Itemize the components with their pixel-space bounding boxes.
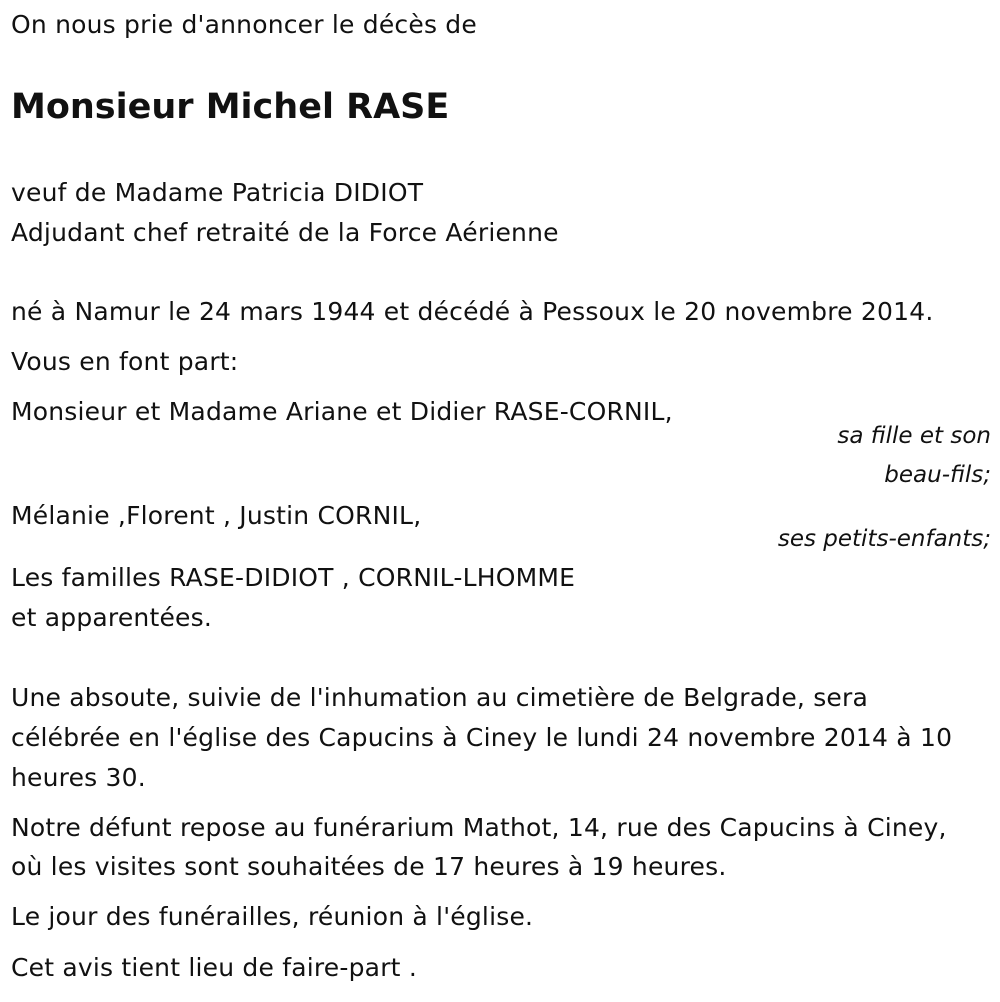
closing-text: Cet avis tient lieu de faire-part . — [11, 953, 417, 982]
families-line-1: Les familles RASE-DIDIOT , CORNIL-LHOMME — [11, 563, 576, 592]
families-line-2: et apparentées. — [11, 603, 212, 632]
family-names-grandchildren: Mélanie ,Florent , Justin CORNIL, — [11, 501, 422, 530]
family-names-daughter: Monsieur et Madame Ariane et Didier RASE-CORNIL, — [11, 397, 673, 426]
birth-death-text: né à Namur le 24 mars 1944 et décédé à Pessoux le 20 novembre 2014. — [11, 297, 934, 326]
family-relation-grandchildren: ses petits-enfants; — [777, 526, 991, 552]
family-relation-daughter-line2: beau-fils; — [884, 462, 991, 488]
intro-text: On nous prie d'annoncer le décès de — [11, 10, 477, 39]
family-relation-daughter-line1: sa fille et son — [837, 423, 991, 449]
announcers-intro: Vous en font part: — [11, 347, 239, 376]
deceased-name: Monsieur Michel RASE — [11, 87, 450, 127]
repose-line-1: Notre défunt repose au funérarium Mathot, 14, rue des Capucins à Ciney, — [11, 813, 947, 842]
repose-line-2: où les visites sont souhaitées de 17 heures à 19 heures. — [11, 852, 727, 881]
funeral-day-text: Le jour des funérailles, réunion à l'église. — [11, 902, 534, 931]
spouse-text: veuf de Madame Patricia DIDIOT — [11, 178, 424, 207]
ceremony-line-3: heures 30. — [11, 763, 146, 792]
ceremony-line-1: Une absoute, suivie de l'inhumation au cimetière de Belgrade, sera — [11, 683, 868, 712]
occupation-text: Adjudant chef retraité de la Force Aérienne — [11, 218, 559, 247]
ceremony-line-2: célébrée en l'église des Capucins à Ciney le lundi 24 novembre 2014 à 10 — [11, 723, 953, 752]
